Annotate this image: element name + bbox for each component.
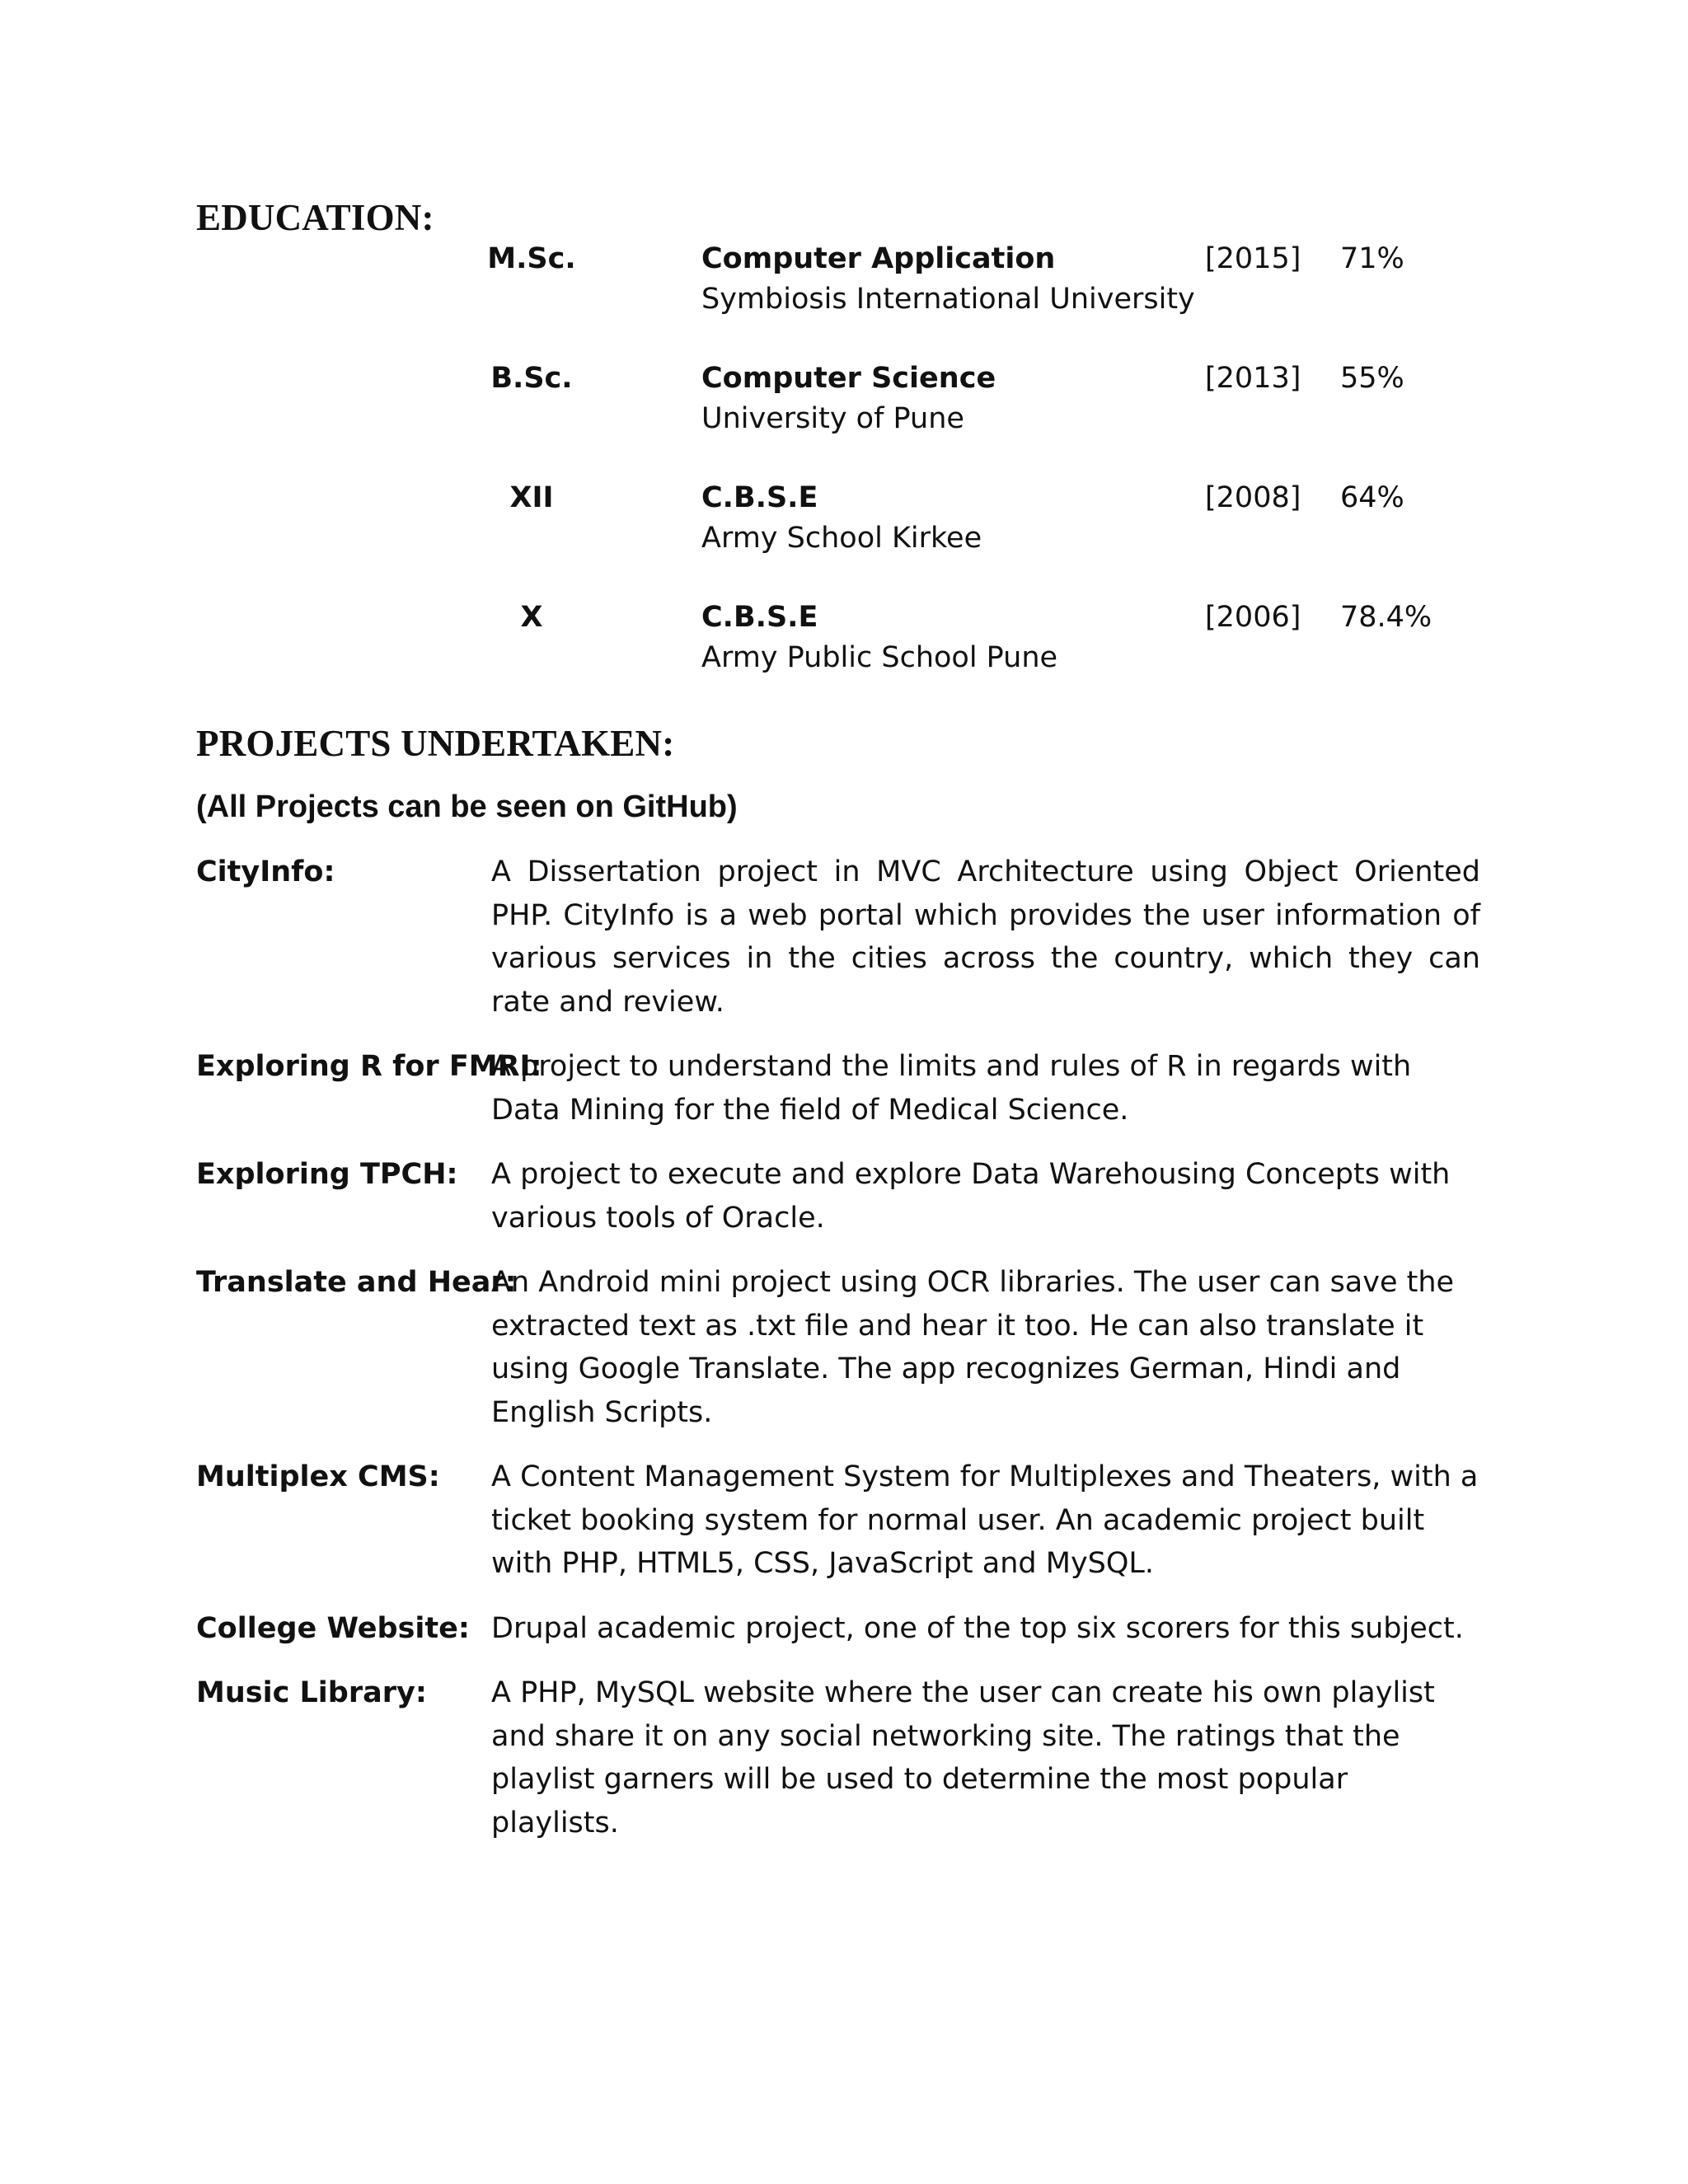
education-score: 64% [1340, 481, 1404, 514]
education-score: 71% [1340, 242, 1404, 275]
project-name: College Website: [196, 1611, 470, 1645]
education-degree: M.Sc. [487, 242, 576, 275]
education-heading: EDUCATION: [196, 197, 434, 238]
project-description: Drupal academic project, one of the top six scorers for this subject. [491, 1611, 1464, 1645]
education-year: [2015] [1205, 242, 1301, 275]
project-description: A project to execute and explore Data Warehousing Concepts with various tools of Oracle. [491, 1158, 1451, 1235]
project-name: Exploring R for FMRI: [196, 1050, 542, 1083]
education-subject: C.B.S.E [701, 481, 818, 514]
project-item-cityinfo [0, 851, 1688, 1024]
project-item-tpch [0, 1153, 1688, 1240]
project-item-multiplex-cms [0, 1455, 1688, 1586]
project-item-college-website [0, 1607, 1688, 1651]
education-subject: Computer Application [701, 242, 1056, 275]
project-name: Exploring TPCH: [196, 1158, 458, 1191]
education-row-x [0, 598, 1688, 717]
project-description: A Dissertation project in MVC Architecture using Object Oriented PHP. CityInfo is a web portal which provides the user information of various services in the cities across the country, which they can rate and review. [491, 855, 1480, 1019]
education-year: [2006] [1205, 601, 1301, 634]
project-name: Music Library: [196, 1676, 427, 1709]
education-degree: XII [509, 481, 554, 514]
project-item-translate-and-hear [0, 1261, 1688, 1434]
education-degree: B.Sc. [490, 362, 573, 395]
education-institution: Army Public School Pune [701, 641, 1058, 674]
project-description: A PHP, MySQL website where the user can create his own playlist and share it on any social networking site. The ratings that the playlist garners will be used to determine the most popular playlists. [491, 1676, 1435, 1840]
projects-heading: PROJECTS UNDERTAKEN: [196, 723, 675, 764]
project-name: CityInfo: [196, 855, 335, 888]
project-item-music-library [0, 1671, 1688, 1844]
education-row-bsc [0, 359, 1688, 478]
education-institution: Army School Kirkee [701, 522, 982, 555]
education-subject: Computer Science [701, 362, 996, 395]
education-year: [2013] [1205, 362, 1301, 395]
project-description: A project to understand the limits and rules of R in regards with Data Mining for the field of Medical Science. [491, 1050, 1412, 1127]
education-score: 55% [1340, 362, 1404, 395]
project-name: Translate and Hear: [196, 1266, 517, 1299]
education-row-xii [0, 478, 1688, 598]
education-score: 78.4% [1340, 601, 1432, 634]
project-name: Multiplex CMS: [196, 1460, 440, 1493]
projects-subheading: (All Projects can be seen on GitHub) [196, 790, 738, 824]
education-table [0, 239, 1688, 717]
education-year: [2008] [1205, 481, 1301, 514]
education-institution: Symbiosis International University [701, 283, 1195, 316]
education-institution: University of Pune [701, 402, 964, 435]
project-item-fmri [0, 1045, 1688, 1132]
education-subject: C.B.S.E [701, 601, 818, 634]
project-description: A Content Management System for Multiplexes and Theaters, with a ticket booking system for normal user. An academic project built with PHP, HTML5, CSS, JavaScript and MySQL. [491, 1460, 1479, 1580]
projects-list [0, 851, 1688, 1866]
project-description: An Android mini project using OCR libraries. The user can save the extracted text as .txt file and hear it too. He can also translate it using Google Translate. The app recognizes German, Hindi and English Scripts. [491, 1266, 1455, 1429]
education-degree: X [520, 601, 543, 634]
education-row-msc [0, 239, 1688, 359]
